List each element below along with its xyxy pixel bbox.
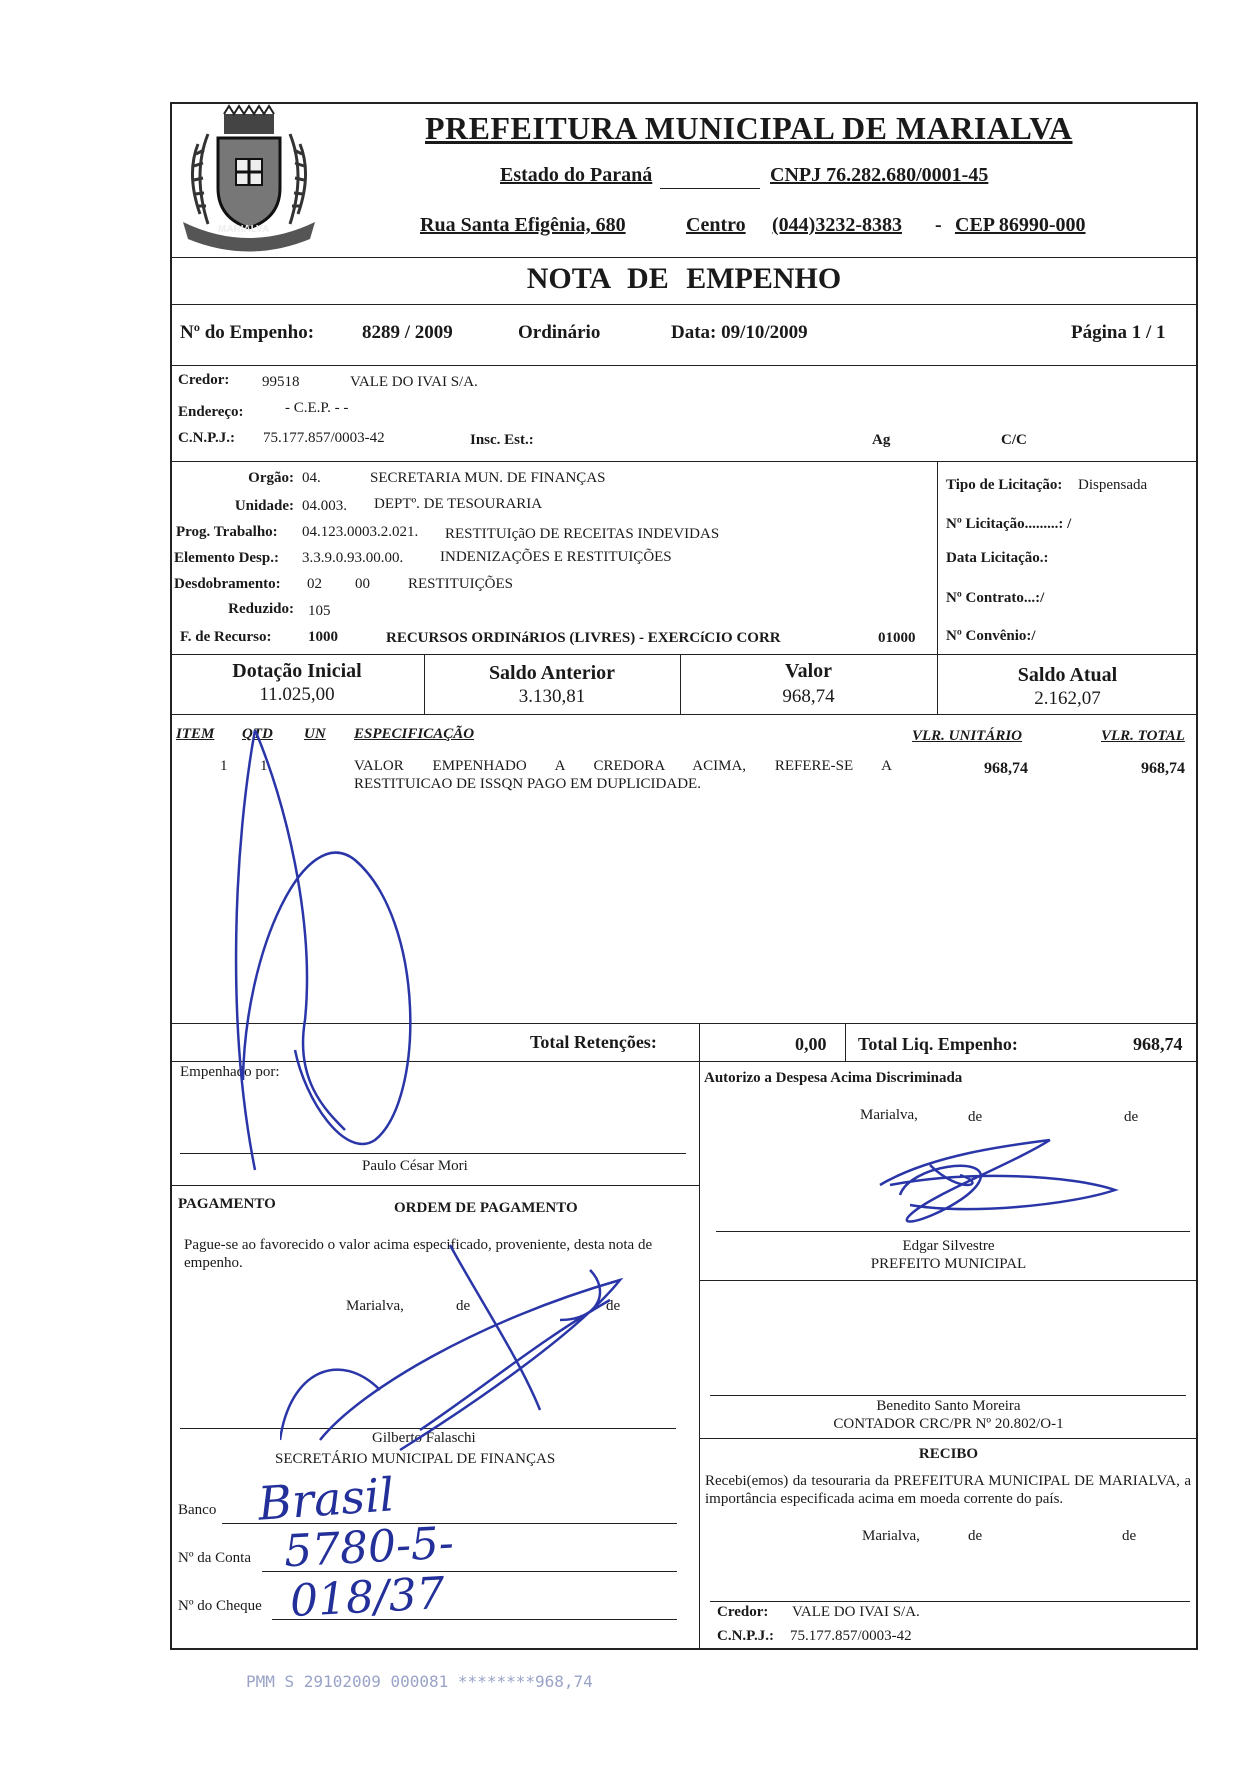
conta-handwritten: 5780-5-: [282, 1517, 455, 1578]
signature-line: [710, 1601, 1190, 1602]
saldo-atual-value: 2.162,07: [1034, 688, 1101, 709]
desdobramento-name: RESTITUIÇÕES: [408, 576, 513, 592]
dotacao-label: Dotação Inicial: [232, 660, 362, 682]
secretary-name: Gilberto Falaschi: [372, 1430, 476, 1446]
conta-label: Nº da Conta: [178, 1550, 251, 1566]
divider: [937, 461, 938, 654]
divider: [170, 461, 1198, 462]
reduzido-value: 105: [308, 603, 331, 619]
recibo-text: Recebi(emos) da tesouraria da PREFEITURA MUNICIPAL DE MARIALVA, a importância especificada acima em moeda corrente do país.: [705, 1473, 1191, 1507]
prog-name: RESTITUIçãO DE RECEITAS INDEVIDAS: [445, 526, 720, 542]
recibo-de1: de: [968, 1528, 983, 1544]
row-item: 1: [220, 758, 228, 774]
autorizo-de1: de: [968, 1109, 983, 1125]
document-title: NOTA DE EMPENHO: [526, 262, 842, 295]
divider: [170, 654, 1198, 655]
row-spec-line1: VALOR EMPENHADO A CREDORA ACIMA, REFERE-SE A: [354, 758, 892, 774]
header-title: PREFEITURA MUNICIPAL DE MARIALVA: [425, 110, 1073, 146]
header-dash: -: [935, 214, 942, 236]
col-header-spec: ESPECIFICAÇÃO: [354, 726, 475, 742]
cc-label: C/C: [1001, 432, 1027, 448]
divider: [699, 1438, 1198, 1439]
divider: [845, 1023, 846, 1061]
col-header-total: VLR. TOTAL: [1101, 728, 1185, 744]
signature-line: [180, 1153, 686, 1154]
recurso-label: F. de Recurso:: [180, 629, 272, 645]
municipal-crest: [178, 104, 320, 252]
desdobramento-code: 02: [307, 576, 322, 592]
pagamento-de2: de: [606, 1298, 621, 1314]
pagamento-label: PAGAMENTO: [178, 1196, 276, 1212]
signature-line: [180, 1428, 676, 1429]
retencoes-label: Total Retenções:: [530, 1032, 657, 1052]
credor-cnpj-value: 75.177.857/0003-42: [263, 430, 385, 446]
saldo-anterior-label: Saldo Anterior: [488, 662, 616, 684]
header-phone: (044)3232-8383: [772, 214, 902, 236]
divider: [170, 714, 1198, 715]
unidade-name: DEPTº. DE TESOURARIA: [374, 496, 543, 512]
cheque-handwritten: 018/37: [288, 1567, 447, 1628]
row-spec-line2: RESTITUICAO DE ISSQN PAGO EM DUPLICIDADE.: [354, 776, 701, 792]
divider: [170, 1023, 1198, 1024]
recibo-place: Marialva,: [862, 1528, 920, 1544]
liquid-label: Total Liq. Empenho:: [858, 1034, 1018, 1054]
address-label: Endereço:: [178, 404, 244, 420]
orgao-name: SECRETARIA MUN. DE FINANÇAS: [370, 470, 606, 486]
pagamento-place: Marialva,: [346, 1298, 404, 1314]
header-state: Estado do Paraná: [500, 164, 653, 186]
divider: [699, 1023, 700, 1061]
elemento-label: Elemento Desp.:: [174, 550, 279, 566]
header-cnpj: CNPJ 76.282.680/0001-45: [770, 164, 989, 186]
contrato-number: Nº Contrato...:/: [946, 590, 1045, 606]
licitacao-date: Data Licitação.:: [946, 550, 1049, 566]
empenho-number: 8289 / 2009: [362, 322, 453, 343]
unidade-label: Unidade:: [234, 498, 294, 514]
credor-name: VALE DO IVAI S/A.: [350, 374, 478, 390]
empenho-label: Nº do Empenho:: [180, 322, 315, 343]
empenho-date: Data: 09/10/2009: [671, 322, 808, 343]
liquid-value: 968,74: [1133, 1034, 1183, 1054]
pagamento-de1: de: [456, 1298, 471, 1314]
autorizo-place: Marialva,: [860, 1107, 918, 1123]
recibo-credor-label: Credor:: [717, 1604, 769, 1620]
convenio-number: Nº Convênio:/: [946, 628, 1036, 644]
header-centro: Centro: [686, 214, 746, 236]
elemento-name: INDENIZAÇÕES E RESTITUIÇÕES: [440, 549, 672, 565]
dotacao-value: 11.025,00: [259, 684, 335, 705]
pagamento-text: Pague-se ao favorecido o valor acima especificado, proveniente, desta nota de empenho.: [184, 1237, 653, 1271]
divider: [170, 304, 1198, 305]
desdobramento-label: Desdobramento:: [174, 576, 281, 592]
address-value: - C.E.P. - -: [285, 400, 349, 416]
recibo-de2: de: [1122, 1528, 1137, 1544]
divider: [170, 1185, 699, 1186]
orgao-code: 04.: [302, 470, 321, 486]
col-header-qtd: QTD: [242, 726, 273, 742]
mayor-name: Edgar Silvestre: [902, 1238, 995, 1254]
row-unit-price: 968,74: [984, 760, 1028, 777]
col-header-unit-price: VLR. UNITÁRIO: [912, 728, 1023, 744]
autorizo-de2: de: [1124, 1109, 1139, 1125]
divider: [699, 1061, 700, 1650]
tipo-licitacao-value: Dispensada: [1078, 477, 1148, 493]
header-state-underline: [660, 188, 760, 189]
valor-value: 968,74: [782, 686, 835, 707]
prog-code: 04.123.0003.2.021.: [302, 524, 419, 540]
signature-line: [710, 1395, 1186, 1396]
signature-line: [716, 1231, 1190, 1232]
divider: [937, 654, 938, 714]
credor-label: Credor:: [178, 372, 230, 388]
mayor-title: PREFEITO MUNICIPAL: [870, 1256, 1027, 1272]
credor-cnpj-label: C.N.P.J.:: [178, 430, 235, 446]
recibo-label: RECIBO: [918, 1446, 979, 1462]
row-qtd: 1: [260, 758, 268, 774]
unidade-code: 04.003.: [302, 498, 347, 514]
recurso-ext: 01000: [878, 630, 916, 646]
elemento-code: 3.3.9.0.93.00.00.: [302, 550, 404, 566]
ag-label: Ag: [872, 432, 891, 448]
valor-label: Valor: [784, 660, 833, 682]
row-total: 968,74: [1141, 760, 1185, 777]
empenhado-name: Paulo César Mori: [362, 1158, 468, 1174]
banco-label: Banco: [178, 1502, 217, 1518]
crest-banner-text: MARIALVA: [218, 224, 270, 235]
accountant-name: Benedito Santo Moreira: [876, 1398, 1021, 1414]
cheque-label: Nº do Cheque: [178, 1598, 262, 1614]
divider: [680, 654, 681, 714]
recibo-credor-value: VALE DO IVAI S/A.: [792, 1604, 920, 1620]
empenhado-label: Empenhado por:: [180, 1064, 280, 1080]
empenho-type: Ordinário: [518, 322, 601, 343]
saldo-atual-label: Saldo Atual: [1017, 664, 1118, 686]
tipo-licitacao-label: Tipo de Licitação:: [946, 477, 1063, 493]
divider: [699, 1280, 1198, 1281]
divider: [170, 257, 1198, 258]
orgao-label: Orgão:: [248, 470, 294, 486]
ordem-pagamento-label: ORDEM DE PAGAMENTO: [394, 1200, 578, 1216]
retencoes-value: 0,00: [795, 1034, 827, 1054]
licitacao-number: Nº Licitação.........: /: [946, 516, 1072, 532]
recurso-name: RECURSOS ORDINáRIOS (LIVRES) - EXERCíCIO CORR: [386, 630, 781, 646]
col-header-un: UN: [304, 726, 326, 742]
desdobramento-sub: 00: [355, 576, 370, 592]
autorizo-label: Autorizo a Despesa Acima Discriminada: [704, 1070, 963, 1086]
prog-label: Prog. Trabalho:: [176, 524, 278, 540]
divider: [170, 365, 1198, 366]
credor-code: 99518: [262, 374, 300, 390]
accountant-title: CONTADOR CRC/PR Nº 20.802/O-1: [833, 1416, 1064, 1432]
recibo-cnpj-value: 75.177.857/0003-42: [790, 1628, 912, 1644]
recibo-cnpj-label: C.N.P.J.:: [717, 1628, 774, 1644]
divider: [424, 654, 425, 714]
divider: [170, 1061, 1198, 1062]
secretary-title: SECRETÁRIO MUNICIPAL DE FINANÇAS: [275, 1451, 556, 1467]
header-cep: CEP 86990-000: [955, 214, 1086, 236]
reduzido-label: Reduzido:: [228, 601, 294, 617]
page-indicator: Página 1 / 1: [1071, 322, 1166, 343]
saldo-anterior-value: 3.130,81: [518, 686, 586, 707]
payment-stamp: PMM S 29102009 000081 ********968,74: [246, 1672, 593, 1691]
col-header-item: ITEM: [176, 726, 215, 742]
header-address: Rua Santa Efigênia, 680: [420, 214, 626, 236]
banco-handwritten: Brasil: [256, 1467, 396, 1531]
insc-est-label: Insc. Est.:: [470, 432, 534, 448]
recurso-code: 1000: [308, 629, 338, 645]
